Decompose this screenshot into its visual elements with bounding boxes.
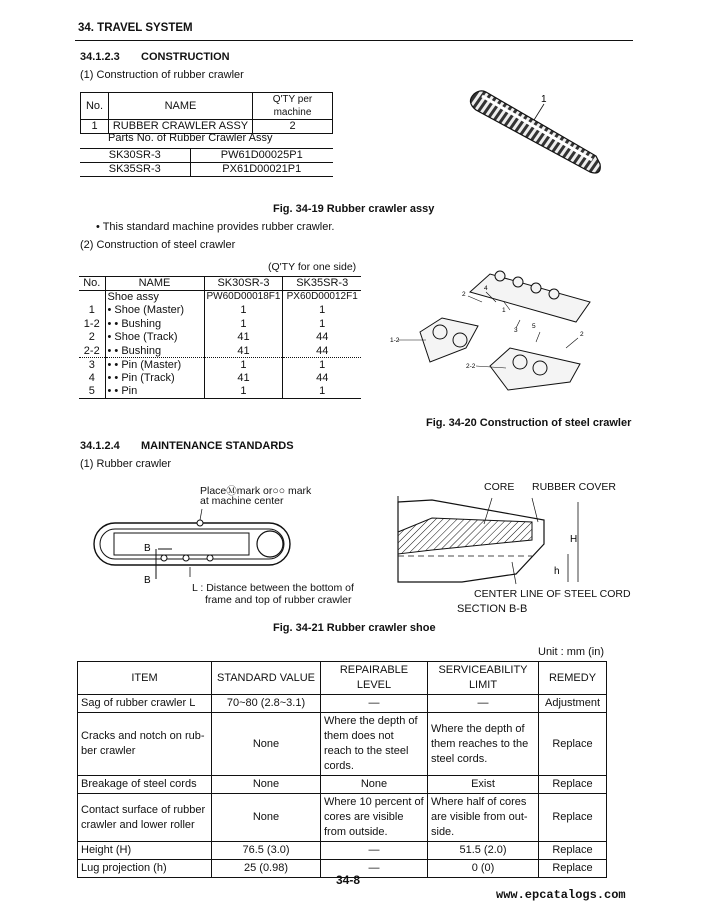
parts-no-table xyxy=(80,148,333,177)
page-number: 34-8 xyxy=(336,873,361,887)
place-mark-note: PlaceⓂmark or○○ mark xyxy=(200,485,312,497)
table-header-name: NAME xyxy=(109,93,253,120)
parts-model: SK30SR-3 xyxy=(80,149,190,163)
label-rubber-cover: RUBBER COVER xyxy=(532,481,617,493)
table-cell-remedy: Replace xyxy=(539,860,607,878)
label-section-bb: SECTION B-B xyxy=(457,603,528,615)
table-cell-sk35: 1 xyxy=(283,317,361,331)
header-rule xyxy=(75,40,633,41)
page-header-title: 34. TRAVEL SYSTEM xyxy=(78,22,193,34)
table-cell-standard: None xyxy=(212,794,321,842)
table-header-item: ITEM xyxy=(78,662,212,695)
table-cell-no: 4 xyxy=(79,371,105,385)
parts-model: SK35SR-3 xyxy=(80,163,190,177)
rubber-crawler-loop-drawing xyxy=(92,505,302,585)
table-cell-no: 2 xyxy=(79,331,105,345)
callout-1: 1 xyxy=(502,307,506,314)
unit-note: Unit : mm (in) xyxy=(538,646,604,658)
table-cell-name: • • Bushing xyxy=(105,317,204,331)
table-cell-serviceability: Exist xyxy=(428,776,539,794)
sub-heading-rubber-crawler: (1) Construction of rubber crawler xyxy=(80,69,244,81)
table-cell-qty: 2 xyxy=(253,120,333,134)
callout-1: 1 xyxy=(541,94,547,105)
table-cell-remedy: Replace xyxy=(539,794,607,842)
table-cell-sk30: 41 xyxy=(204,331,283,345)
figure-caption-34-20: Fig. 34-20 Construction of steel crawler xyxy=(426,417,632,429)
website-url: www.epcatalogs.com xyxy=(496,888,626,902)
table-cell-serviceability: Where the depth of them reaches to the steel cords. xyxy=(428,713,539,776)
maintenance-standards-table xyxy=(77,661,607,878)
distance-note-2: frame and top of rubber crawler xyxy=(205,594,352,606)
table-cell-name: RUBBER CRAWLER ASSY xyxy=(109,120,253,134)
section-b-b-drawing xyxy=(392,492,592,592)
table-cell-no: 5 xyxy=(79,385,105,399)
parts-no-title: Parts No. of Rubber Crawler Assy xyxy=(108,132,273,144)
section-number-construction: 34.1.2.3 xyxy=(80,51,120,63)
table-cell-sk30: PW60D00018F1 xyxy=(204,290,283,304)
table-cell-item: Cracks and notch on rub-ber crawler xyxy=(78,713,212,776)
table-cell-repairable: Where 10 percent of cores are visible from outside. xyxy=(321,794,428,842)
rubber-crawler-table xyxy=(80,92,333,134)
table-cell-repairable: Where the depth of them does not reach to the steel cords. xyxy=(321,713,428,776)
table-cell-no: 1 xyxy=(81,120,109,134)
table-cell-item: Lug projection (h) xyxy=(78,860,212,878)
table-cell-sk30: 1 xyxy=(204,385,283,399)
table-cell-remedy: Adjustment xyxy=(539,695,607,713)
label-center-line: CENTER LINE OF STEEL CORD xyxy=(474,588,631,600)
table-cell-no: 3 xyxy=(79,358,105,372)
callout-5: 5 xyxy=(532,323,536,330)
table-cell-standard: 70~80 (2.8~3.1) xyxy=(212,695,321,713)
table-cell-remedy: Replace xyxy=(539,842,607,860)
section-marker-b-top: B xyxy=(144,543,151,554)
rubber-crawler-illustration xyxy=(462,80,607,180)
table-cell-no: 1 xyxy=(79,304,105,318)
table-cell-standard: 76.5 (3.0) xyxy=(212,842,321,860)
callout-2-top: 2 xyxy=(462,291,466,298)
table-header-standard: STANDARD VALUE xyxy=(212,662,321,695)
distance-note: L : Distance between the bottom of xyxy=(192,582,354,594)
section-heading-maintenance: MAINTENANCE STANDARDS xyxy=(141,440,294,452)
section-heading-construction: CONSTRUCTION xyxy=(141,51,230,63)
table-cell-sk30: 1 xyxy=(204,358,283,372)
table-header-sk30: SK30SR-3 xyxy=(204,277,283,291)
table-cell-sk35: 1 xyxy=(283,358,361,372)
table-header-name: NAME xyxy=(105,277,204,291)
table-cell-repairable: — xyxy=(321,860,428,878)
table-cell-name: • • Bushing xyxy=(105,344,204,358)
table-cell-sk30: 41 xyxy=(204,344,283,358)
table-cell-name: • • Pin (Track) xyxy=(105,371,204,385)
callout-3: 3 xyxy=(514,327,518,334)
table-header-repairable: REPAIRABLE LEVEL xyxy=(321,662,428,695)
table-cell-serviceability: Where half of cores are visible from out-side. xyxy=(428,794,539,842)
table-cell-name: • Shoe (Master) xyxy=(105,304,204,318)
sub-heading-steel-crawler: (2) Construction of steel crawler xyxy=(80,239,236,251)
table-cell-sk35: 1 xyxy=(283,385,361,399)
callout-4: 4 xyxy=(484,285,488,292)
table-header-serviceability: SERVICEABILITY LIMIT xyxy=(428,662,539,695)
table-cell-sk30: 1 xyxy=(204,304,283,318)
table-cell-name: • • Pin xyxy=(105,385,204,399)
table-cell-name: • • Pin (Master) xyxy=(105,358,204,372)
table-cell-item: Height (H) xyxy=(78,842,212,860)
bullet-note: • This standard machine provides rubber crawler. xyxy=(96,221,335,233)
table-cell-sk35: 44 xyxy=(283,331,361,345)
table-header-no: No. xyxy=(81,93,109,120)
table-cell-repairable: — xyxy=(321,842,428,860)
table-cell-no xyxy=(79,290,105,304)
table-cell-sk35: 1 xyxy=(283,304,361,318)
steel-crawler-table xyxy=(79,276,361,399)
table-cell-standard: None xyxy=(212,776,321,794)
table-cell-no: 2-2 xyxy=(79,344,105,358)
sub-heading-rubber-crawler-std: (1) Rubber crawler xyxy=(80,458,172,470)
table-cell-sk30: 41 xyxy=(204,371,283,385)
parts-number: PX61D00021P1 xyxy=(190,163,333,177)
parts-number: PW61D00025P1 xyxy=(190,149,333,163)
table-cell-standard: 25 (0.98) xyxy=(212,860,321,878)
place-mark-note-2: at machine center xyxy=(200,495,284,507)
table-cell-serviceability: 0 (0) xyxy=(428,860,539,878)
label-core: CORE xyxy=(484,481,515,493)
table-header-qty: Q'TY per machine xyxy=(253,93,333,120)
table-cell-name: Shoe assy xyxy=(105,290,204,304)
qty-note: (Q'TY for one side) xyxy=(268,261,357,273)
section-number-maintenance: 34.1.2.4 xyxy=(80,440,120,452)
table-cell-sk30: 1 xyxy=(204,317,283,331)
table-header-remedy: REMEDY xyxy=(539,662,607,695)
table-cell-item: Contact surface of rubber crawler and lower roller xyxy=(78,794,212,842)
callout-2-right: 2 xyxy=(580,331,584,338)
section-marker-b-bottom: B xyxy=(144,575,151,585)
table-cell-sk35: PX60D00012F1 xyxy=(283,290,361,304)
table-cell-repairable: — xyxy=(321,695,428,713)
callout-1-2: 1-2 xyxy=(390,337,400,344)
table-cell-sk35: 44 xyxy=(283,371,361,385)
table-cell-standard: None xyxy=(212,713,321,776)
table-cell-serviceability: 51.5 (2.0) xyxy=(428,842,539,860)
table-cell-sk35: 44 xyxy=(283,344,361,358)
table-cell-repairable: None xyxy=(321,776,428,794)
figure-caption-34-19: Fig. 34-19 Rubber crawler assy xyxy=(273,203,435,215)
table-header-sk35: SK35SR-3 xyxy=(283,277,361,291)
dimension-h-upper: H xyxy=(570,534,578,545)
table-cell-name: • Shoe (Track) xyxy=(105,331,204,345)
callout-2-2: 2-2 xyxy=(466,363,476,370)
steel-crawler-illustration xyxy=(390,262,610,412)
table-header-no: No. xyxy=(79,277,105,291)
table-cell-serviceability: — xyxy=(428,695,539,713)
table-cell-item: Breakage of steel cords xyxy=(78,776,212,794)
figure-caption-34-21: Fig. 34-21 Rubber crawler shoe xyxy=(273,622,436,634)
dimension-h-lower: h xyxy=(554,566,560,577)
table-cell-remedy: Replace xyxy=(539,776,607,794)
table-cell-no: 1-2 xyxy=(79,317,105,331)
table-cell-remedy: Replace xyxy=(539,713,607,776)
table-cell-item: Sag of rubber crawler L xyxy=(78,695,212,713)
